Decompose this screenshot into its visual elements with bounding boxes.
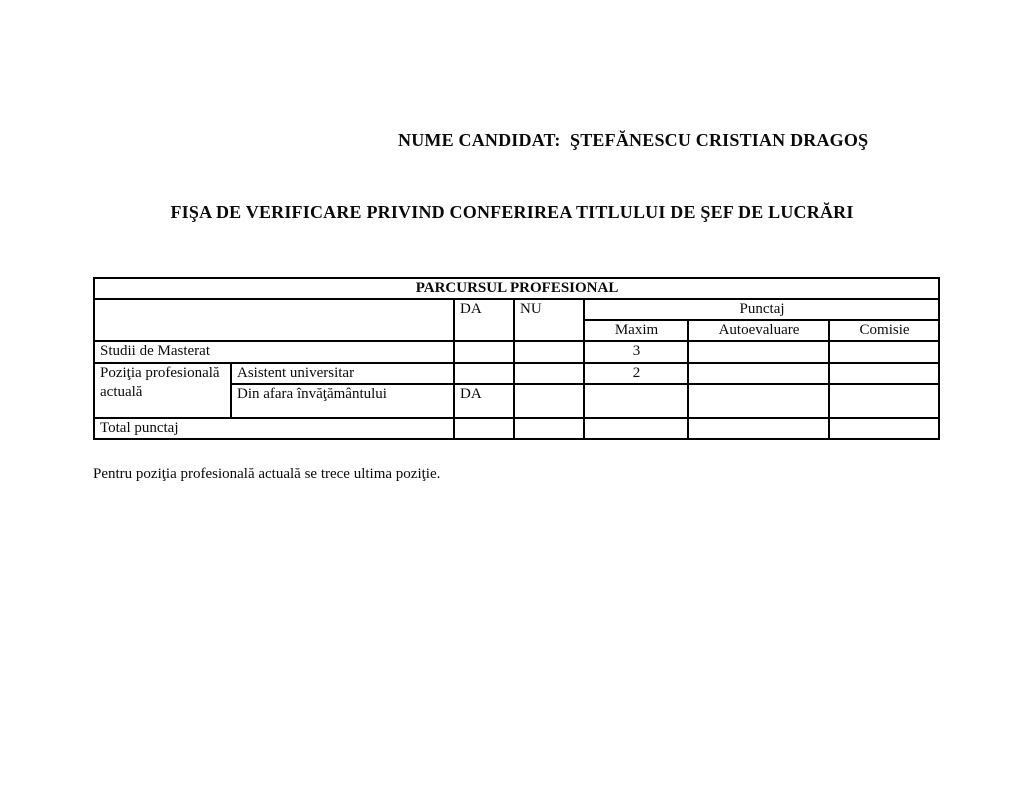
column-header-comisie: Comisie bbox=[829, 320, 939, 341]
cell-asistent-comisie bbox=[829, 363, 939, 384]
cell-total-comisie bbox=[829, 418, 939, 439]
column-header-maxim: Maxim bbox=[584, 320, 688, 341]
column-header-nu: NU bbox=[514, 299, 584, 341]
document-title: FIŞA DE VERIFICARE PRIVIND CONFERIREA TITLULUI DE ŞEF DE LUCRĂRI bbox=[170, 202, 854, 222]
table-row-total-punctaj bbox=[94, 418, 939, 439]
cell-studii-comisie bbox=[829, 341, 939, 363]
row-label-asistent-universitar: Asistent universitar bbox=[231, 363, 454, 384]
table-row-studii-masterat bbox=[94, 341, 939, 363]
column-header-da: DA bbox=[454, 299, 514, 341]
column-header-punctaj: Punctaj bbox=[584, 299, 939, 320]
footnote-text: Pentru poziţia profesională actuală se trece ultima poziţie. bbox=[93, 466, 441, 482]
column-header-autoevaluare: Autoevaluare bbox=[688, 320, 829, 341]
parcursul-profesional-table bbox=[93, 277, 940, 440]
row-label-pozitia-profesionala: Poziţia profesională actuală bbox=[94, 363, 231, 418]
cell-total-maxim bbox=[584, 418, 688, 439]
cell-asistent-nu bbox=[514, 363, 584, 384]
cell-din-afara-comisie bbox=[829, 384, 939, 418]
table-header-row-danu bbox=[94, 299, 939, 320]
cell-studii-nu bbox=[514, 341, 584, 363]
candidate-name-line: NUME CANDIDAT: ŞTEFĂNESCU CRISTIAN DRAGOŞ bbox=[398, 130, 869, 150]
table-row-asistent-universitar bbox=[94, 363, 939, 384]
table-title: PARCURSUL PROFESIONAL bbox=[94, 278, 939, 299]
cell-asistent-autoevaluare bbox=[688, 363, 829, 384]
row-label-din-afara-invatamantului: Din afara învăţământului bbox=[231, 384, 454, 418]
row-label-total-punctaj: Total punctaj bbox=[94, 418, 454, 439]
cell-studii-autoevaluare bbox=[688, 341, 829, 363]
cell-total-nu bbox=[514, 418, 584, 439]
table-title-row bbox=[94, 278, 939, 299]
row-label-studii-masterat: Studii de Masterat bbox=[94, 341, 454, 363]
cell-din-afara-da: DA bbox=[454, 384, 514, 418]
cell-studii-maxim: 3 bbox=[584, 341, 688, 363]
cell-asistent-da bbox=[454, 363, 514, 384]
header-empty-cell bbox=[94, 299, 454, 341]
cell-total-da bbox=[454, 418, 514, 439]
cell-asistent-maxim: 2 bbox=[584, 363, 688, 384]
cell-total-autoevaluare bbox=[688, 418, 829, 439]
cell-studii-da bbox=[454, 341, 514, 363]
cell-din-afara-nu bbox=[514, 384, 584, 418]
cell-din-afara-autoevaluare bbox=[688, 384, 829, 418]
cell-din-afara-maxim bbox=[584, 384, 688, 418]
